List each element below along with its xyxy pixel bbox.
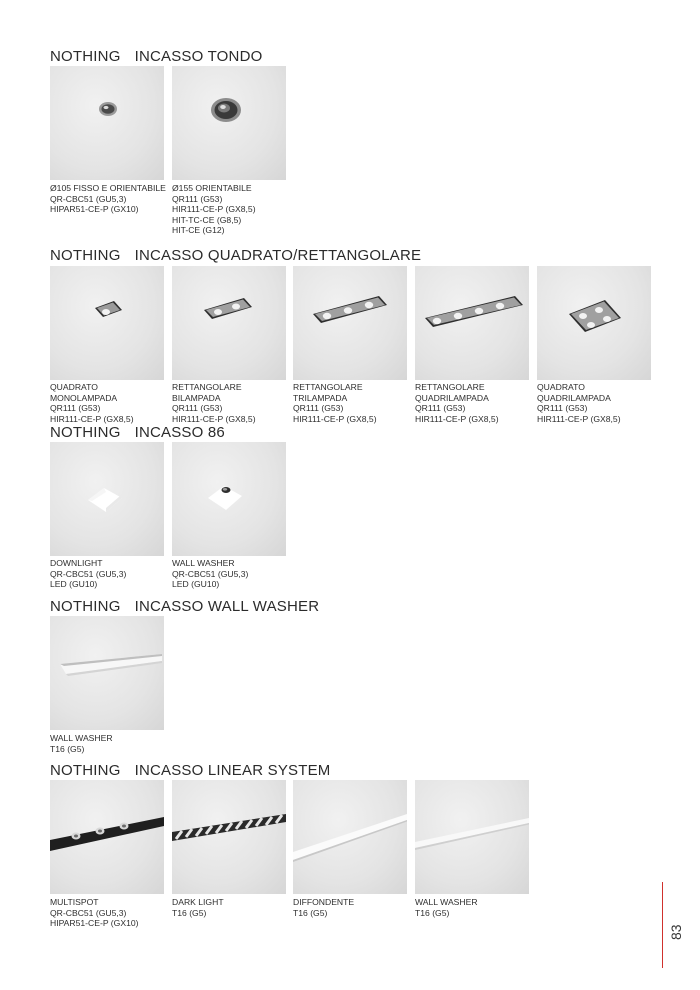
wall-washer-line-icon	[415, 780, 529, 894]
product-image-downlight	[50, 442, 164, 556]
product-image-wallwasher-slot	[50, 616, 164, 730]
brand-label: NOTHING	[50, 598, 121, 615]
product-image-quad-rect	[415, 266, 529, 380]
caption-multispot: MULTISPOT QR-CBC51 (GU5,3) HIPAR51-CE-P (GX10)	[50, 897, 139, 929]
section-title-tondo	[50, 48, 262, 65]
diffuser-line-icon	[293, 780, 407, 894]
section-name: INCASSO TONDO	[134, 48, 263, 65]
page-number: 83	[668, 924, 684, 940]
caption-double-rect: RETTANGOLARE BILAMPADA QR111 (G53) HIR111-CE-P (GX8,5)	[172, 382, 256, 424]
caption-diffuser: DIFFONDENTE T16 (G5)	[293, 897, 355, 918]
product-image-darklight	[172, 780, 286, 894]
multispot-track-icon	[50, 780, 164, 894]
double-lamp-rect-icon	[172, 266, 286, 380]
section-title-linear	[50, 762, 331, 779]
product-image-round-small	[50, 66, 164, 180]
brand-label: NOTHING	[50, 247, 121, 264]
caption-round-large: Ø155 ORIENTABILE QR111 (G53) HIR111-CE-P (GX8,5) HIT-TC-CE (G8,5) HIT-CE (G12)	[172, 183, 256, 236]
section-title-86	[50, 424, 225, 441]
section-name: INCASSO 86	[134, 424, 225, 441]
brand-label: NOTHING	[50, 424, 121, 441]
section-title-wallwasher	[50, 598, 319, 615]
section-name: INCASSO WALL WASHER	[134, 598, 320, 615]
dark-light-track-icon	[172, 780, 286, 894]
triple-lamp-rect-icon	[293, 266, 407, 380]
product-image-round-large	[172, 66, 286, 180]
caption-wallwasher-86: WALL WASHER QR-CBC51 (GU5,3) LED (GU10)	[172, 558, 249, 590]
single-lamp-square-icon	[50, 266, 164, 380]
caption-darklight: DARK LIGHT T16 (G5)	[172, 897, 224, 918]
caption-quad-square: QUADRATO QUADRILAMPADA QR111 (G53) HIR111-CE-P (GX8,5)	[537, 382, 621, 424]
caption-downlight: DOWNLIGHT QR-CBC51 (GU5,3) LED (GU10)	[50, 558, 127, 590]
caption-round-small: Ø105 FISSO E ORIENTABILE QR-CBC51 (GU5,3) HIPAR51-CE-P (GX10)	[50, 183, 166, 215]
product-image-triple-rect	[293, 266, 407, 380]
section-title-quadrato	[50, 247, 421, 264]
wall-washer-slot-icon	[50, 616, 164, 730]
product-image-wallwasher-line	[415, 780, 529, 894]
product-image-single-square	[50, 266, 164, 380]
brand-label: NOTHING	[50, 48, 121, 65]
caption-quad-rect: RETTANGOLARE QUADRILAMPADA QR111 (G53) HIR111-CE-P (GX8,5)	[415, 382, 499, 424]
round-spot-small-icon	[50, 66, 164, 180]
brand-label: NOTHING	[50, 762, 121, 779]
wall-washer-86-icon	[172, 442, 286, 556]
product-image-double-rect	[172, 266, 286, 380]
section-name: INCASSO LINEAR SYSTEM	[134, 762, 331, 779]
product-image-wallwasher-86	[172, 442, 286, 556]
page-margin-rule	[662, 882, 663, 968]
product-image-diffuser	[293, 780, 407, 894]
section-name: INCASSO QUADRATO/RETTANGOLARE	[134, 247, 422, 264]
caption-triple-rect: RETTANGOLARE TRILAMPADA QR111 (G53) HIR111-CE-P (GX8,5)	[293, 382, 377, 424]
caption-single-square: QUADRATO MONOLAMPADA QR111 (G53) HIR111-CE-P (GX8,5)	[50, 382, 134, 424]
caption-wallwasher-slot: WALL WASHER T16 (G5)	[50, 733, 113, 754]
product-image-quad-square	[537, 266, 651, 380]
quad-lamp-rect-icon	[415, 266, 529, 380]
caption-wallwasher-line: WALL WASHER T16 (G5)	[415, 897, 478, 918]
quad-lamp-square-icon	[537, 266, 651, 380]
product-image-multispot	[50, 780, 164, 894]
round-spot-large-icon	[172, 66, 286, 180]
downlight-icon	[50, 442, 164, 556]
